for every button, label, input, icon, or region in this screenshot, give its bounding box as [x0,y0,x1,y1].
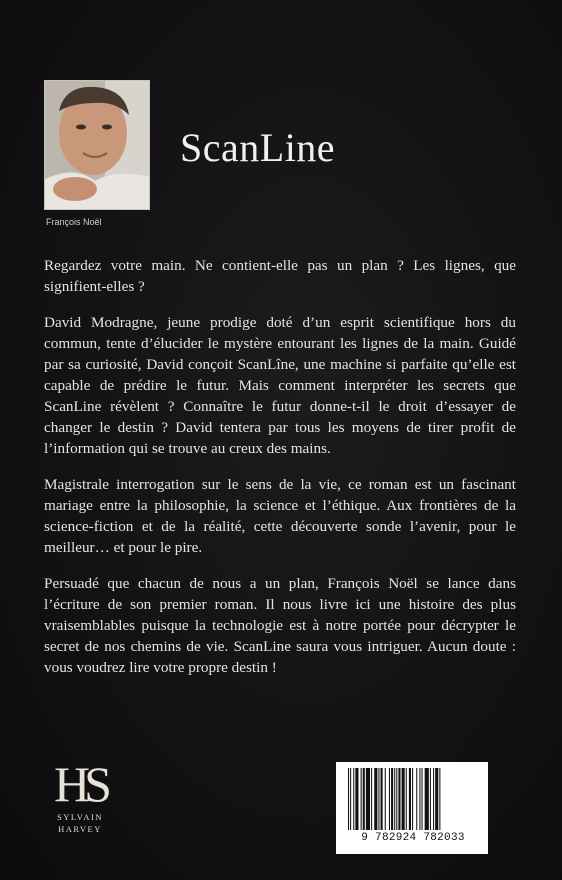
barcode-bar [419,768,420,830]
barcode-bar [374,768,377,830]
barcode-bar [409,768,411,830]
barcode-bar [348,768,349,830]
barcode-bar [361,768,362,830]
barcode-bar [391,768,393,830]
barcode-bar [439,768,440,830]
barcode-bar [435,768,438,830]
barcode-bar [389,768,390,830]
blurb-paragraph: Magistrale interrogation sur le sens de la vie, ce roman est un fascinant mariage entre la philosophie, la science et l’éthique. Aux frontières de la science-fiction et de la réalité, cette découverte sonde l’avenir, pour le meilleur… et pour le pire. [44,476,516,556]
blurb [44,255,516,693]
barcode-bar [416,768,417,830]
barcode-bar [350,768,351,830]
barcode-bar [430,768,431,830]
barcode-bar [402,768,405,830]
barcode-bar [394,768,395,830]
barcode-bar [363,768,365,830]
barcode-bar [422,768,423,830]
barcode-bar [406,768,407,830]
barcode-bar [412,768,413,830]
book-title: ScanLine [180,125,336,170]
barcode-bar [371,768,372,830]
barcode-bars [346,768,480,830]
blurb-paragraph: Regardez votre main. Ne contient-elle pas un plan ? Les lignes, que signifient-elles ? [44,257,516,295]
barcode-bar [353,768,354,830]
barcode-bar [366,768,370,830]
publisher-name-line1: SYLVAIN [57,812,103,822]
isbn-barcode [336,762,488,854]
author-photo [44,80,150,210]
publisher-name-line2: HARVEY [58,824,102,834]
author-photo-caption: François Noël [46,217,102,227]
barcode-bar [425,768,429,830]
blurb-paragraph: Persuadé que chacun de nous a un plan, François Noël se lance dans l’écriture de son premier roman. Il nous livre ici une histoire des plus vraisemblables puisque la technologie est à notre portée pour décrypter le secret de nos chemins de vie. ScanLine saura vous intriguer. Aucun doute : vous voudrez lire votre propre destin ! [44,575,516,676]
barcode-bar [378,768,379,830]
blurb-paragraph: David Modragne, jeune prodige doté d’un esprit scientifique hors du commun, tente d’élucider le mystère entourant les lignes de la main. Guidé par sa curiosité, David conçoit ScanLîne, une machine si parfaite qu’elle est capable de prédire le futur. Mais comment interpréter les secrets que ScanLine révèlent ? Connaître le futur donne-t-il le droit d’essayer de changer le destin ? David tentera par tous les moyens de tirer profit de l’information qui se trouve au creux des mains. [44,314,516,457]
barcode-bar [433,768,434,830]
barcode-bar [396,768,397,830]
barcode-bar [355,768,358,830]
publisher-logo [40,758,120,858]
barcode-bar [398,768,400,830]
isbn-digits: 9 782924 782033 [361,832,465,844]
barcode-bar [385,768,386,830]
publisher-mark: HS [54,756,106,812]
barcode-bar [381,768,383,830]
